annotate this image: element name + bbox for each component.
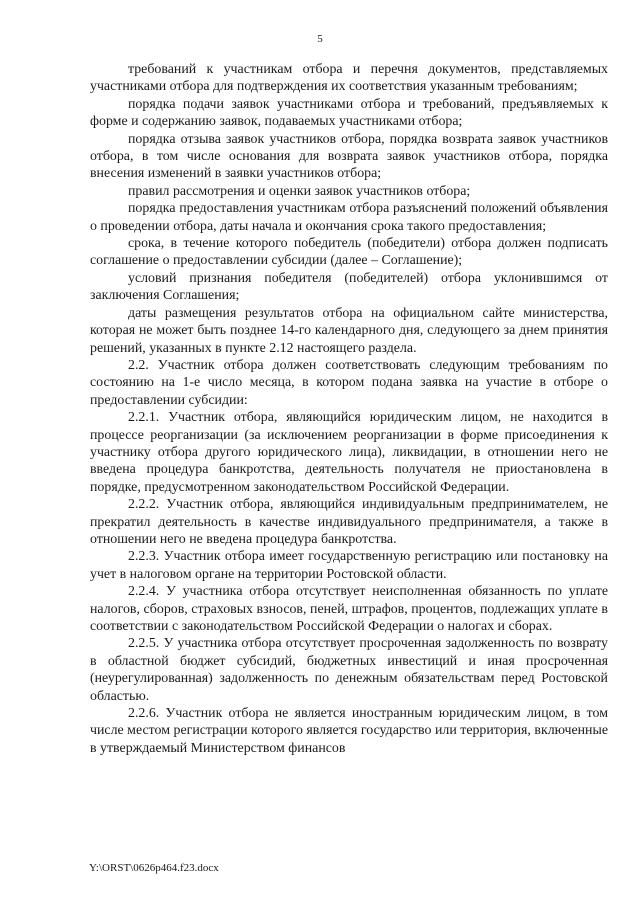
paragraph: 2.2.5. У участника отбора отсутствует просроченная задолженность по возврату в областной бюджет субсидий, бюджетных инвестиций и иная просроченная (неурегулированная) задолженность по денежным обязательствам перед Ростовской областью. xyxy=(90,636,608,704)
paragraph: даты размещения результатов отбора на официальном сайте министерства, которая не может быть позднее 14-го календарного дня, следующего за днем принятия решений, указанных в пункте 2.12 настоящего раздела. xyxy=(90,305,608,356)
paragraph: 2.2.4. У участника отбора отсутствует неисполненная обязанность по уплате налогов, сборов, страховых взносов, пеней, штрафов, процентов, подлежащих уплате в соответствии с законодательством Российской Федерации о налогах и сборах. xyxy=(90,584,608,634)
paragraph: требований к участникам отбора и перечня документов, представляемых участниками отбора для подтверждения их соответствия указанным требованиям; xyxy=(90,62,608,95)
page-number: 5 xyxy=(317,33,323,45)
paragraph: 2.2.6. Участник отбора не является иностранным юридическим лицом, в том числе местом регистрации которого является государство или территория, включенные в утверждаемый Министерством финансов xyxy=(90,706,608,756)
document-body xyxy=(90,61,608,757)
file-path-footer: Y:\ORST\0626p464.f23.docx xyxy=(89,862,219,874)
paragraph: срока, в течение которого победитель (победители) отбора должен подписать соглашение о предоставлении субсидии (далее – Соглашение); xyxy=(90,236,608,269)
paragraph: 2.2.1. Участник отбора, являющийся юридическим лицом, не находится в процессе реорганизации (за исключением реорганизации в форме присоединения к участнику отбора другого юридического лица), ликвидации, в отношении него не введена процедура банкротства, деятельность получателя не приостановлена в порядке, предусмотренном законодательством Российской Федерации. xyxy=(90,410,608,495)
paragraph: порядка предоставления участникам отбора разъяснений положений объявления о проведении отбора, даты начала и окончания срока такого предоставления; xyxy=(90,201,608,234)
paragraph: 2.2.2. Участник отбора, являющийся индивидуальным предпринимателем, не прекратил деятельность в качестве индивидуального предпринимателя, а также в отношении него не введена процедура банкротства. xyxy=(90,497,608,547)
paragraph: 2.2.3. Участник отбора имеет государственную регистрацию или постановку на учет в налоговом органе на территории Ростовской области. xyxy=(90,549,608,582)
paragraph: условий признания победителя (победителей) отбора уклонившимся от заключения Соглашения; xyxy=(90,270,608,304)
paragraph: порядка подачи заявок участниками отбора и требований, предъявляемых к форме и содержанию заявок, подаваемых участниками отбора; xyxy=(90,96,608,130)
paragraph: 2.2. Участник отбора должен соответствовать следующим требованиям по состоянию на 1-е число месяца, в котором подана заявка на участие в отборе о предоставлении субсидии: xyxy=(90,357,608,408)
paragraph: правил рассмотрения и оценки заявок участников отбора; xyxy=(128,183,471,199)
paragraph: порядка отзыва заявок участников отбора, порядка возврата заявок участников отбора, в том числе основания для возврата заявок участников отбора, порядка внесения изменений в заявки участников отбора; xyxy=(90,131,608,182)
